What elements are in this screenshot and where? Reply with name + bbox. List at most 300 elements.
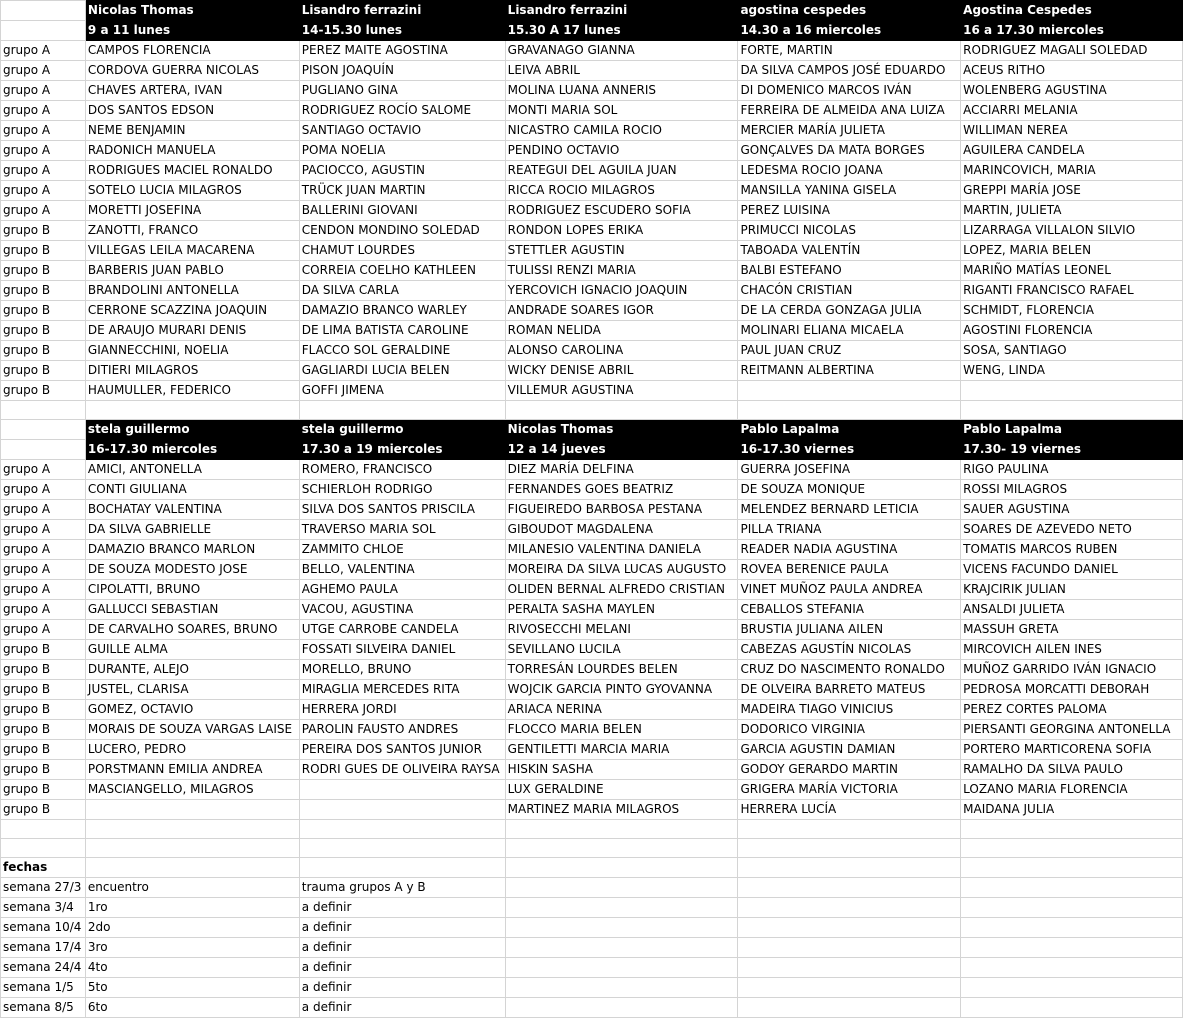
- student-name-cell[interactable]: LUCERO, PEDRO: [85, 740, 299, 760]
- empty-cell[interactable]: [961, 839, 1183, 858]
- empty-cell[interactable]: [85, 858, 299, 878]
- student-name-cell[interactable]: ANDRADE SOARES IGOR: [505, 301, 738, 321]
- group-label-cell[interactable]: grupo A: [1, 81, 86, 101]
- empty-cell[interactable]: [505, 938, 738, 958]
- student-name-cell[interactable]: PAUL JUAN CRUZ: [738, 341, 961, 361]
- student-name-cell[interactable]: MORAIS DE SOUZA VARGAS LAISE: [85, 720, 299, 740]
- student-name-cell[interactable]: PISON JOAQUÍN: [299, 61, 505, 81]
- student-name-cell[interactable]: MORETTI JOSEFINA: [85, 201, 299, 221]
- student-name-cell[interactable]: SCHMIDT, FLORENCIA: [961, 301, 1183, 321]
- student-name-cell[interactable]: PAROLIN FAUSTO ANDRES: [299, 720, 505, 740]
- student-name-cell[interactable]: DITIERI MILAGROS: [85, 361, 299, 381]
- student-name-cell[interactable]: DAMAZIO BRANCO WARLEY: [299, 301, 505, 321]
- student-name-cell[interactable]: PRIMUCCI NICOLAS: [738, 221, 961, 241]
- empty-cell[interactable]: [299, 839, 505, 858]
- student-name-cell[interactable]: FERREIRA DE ALMEIDA ANA LUIZA: [738, 101, 961, 121]
- student-name-cell[interactable]: PUGLIANO GINA: [299, 81, 505, 101]
- instructor-name-cell[interactable]: Pablo Lapalma: [961, 420, 1183, 440]
- session-topic-cell[interactable]: a definir: [299, 918, 505, 938]
- schedule-time-cell[interactable]: 16-17.30 viernes: [738, 440, 961, 460]
- student-name-cell[interactable]: DURANTE, ALEJO: [85, 660, 299, 680]
- student-name-cell[interactable]: DIEZ MARÍA DELFINA: [505, 460, 738, 480]
- instructor-name-cell[interactable]: agostina cespedes: [738, 1, 961, 21]
- student-name-cell[interactable]: [738, 381, 961, 401]
- empty-cell[interactable]: [505, 918, 738, 938]
- student-name-cell[interactable]: RICCA ROCIO MILAGROS: [505, 181, 738, 201]
- empty-cell[interactable]: [1, 21, 86, 41]
- empty-cell[interactable]: [1, 440, 86, 460]
- empty-cell[interactable]: [85, 839, 299, 858]
- session-topic-cell[interactable]: a definir: [299, 898, 505, 918]
- schedule-time-cell[interactable]: 16-17.30 miercoles: [85, 440, 299, 460]
- student-name-cell[interactable]: DODORICO VIRGINIA: [738, 720, 961, 740]
- student-name-cell[interactable]: ALONSO CAROLINA: [505, 341, 738, 361]
- student-name-cell[interactable]: SCHIERLOH RODRIGO: [299, 480, 505, 500]
- student-name-cell[interactable]: POMA NOELIA: [299, 141, 505, 161]
- empty-cell[interactable]: [505, 998, 738, 1018]
- student-name-cell[interactable]: ZAMMITO CHLOE: [299, 540, 505, 560]
- student-name-cell[interactable]: GALLUCCI SEBASTIAN: [85, 600, 299, 620]
- student-name-cell[interactable]: VINET MUÑOZ PAULA ANDREA: [738, 580, 961, 600]
- student-name-cell[interactable]: VACOU, AGUSTINA: [299, 600, 505, 620]
- student-name-cell[interactable]: WILLIMAN NEREA: [961, 121, 1183, 141]
- student-name-cell[interactable]: RIGANTI FRANCISCO RAFAEL: [961, 281, 1183, 301]
- group-label-cell[interactable]: grupo B: [1, 221, 86, 241]
- empty-cell[interactable]: [961, 938, 1183, 958]
- student-name-cell[interactable]: LEIVA ABRIL: [505, 61, 738, 81]
- group-label-cell[interactable]: grupo A: [1, 161, 86, 181]
- group-label-cell[interactable]: grupo A: [1, 500, 86, 520]
- student-name-cell[interactable]: DAMAZIO BRANCO MARLON: [85, 540, 299, 560]
- student-name-cell[interactable]: ROMERO, FRANCISCO: [299, 460, 505, 480]
- student-name-cell[interactable]: OLIDEN BERNAL ALFREDO CRISTIAN: [505, 580, 738, 600]
- student-name-cell[interactable]: FIGUEIREDO BARBOSA PESTANA: [505, 500, 738, 520]
- student-name-cell[interactable]: CORREIA COELHO KATHLEEN: [299, 261, 505, 281]
- student-name-cell[interactable]: GENTILETTI MARCIA MARIA: [505, 740, 738, 760]
- group-label-cell[interactable]: grupo B: [1, 760, 86, 780]
- student-name-cell[interactable]: PEREZ CORTES PALOMA: [961, 700, 1183, 720]
- empty-cell[interactable]: [505, 839, 738, 858]
- group-label-cell[interactable]: grupo B: [1, 680, 86, 700]
- student-name-cell[interactable]: RODRIGUEZ ROCÍO SALOME: [299, 101, 505, 121]
- empty-cell[interactable]: [961, 998, 1183, 1018]
- student-name-cell[interactable]: MOREIRA DA SILVA LUCAS AUGUSTO: [505, 560, 738, 580]
- student-name-cell[interactable]: DE SOUZA MODESTO JOSE: [85, 560, 299, 580]
- session-topic-cell[interactable]: a definir: [299, 978, 505, 998]
- student-name-cell[interactable]: MAIDANA JULIA: [961, 800, 1183, 820]
- student-name-cell[interactable]: MIRCOVICH AILEN INES: [961, 640, 1183, 660]
- empty-cell[interactable]: [1, 1, 86, 21]
- student-name-cell[interactable]: MARTINEZ MARIA MILAGROS: [505, 800, 738, 820]
- student-name-cell[interactable]: PEREIRA DOS SANTOS JUNIOR: [299, 740, 505, 760]
- student-name-cell[interactable]: GOFFI JIMENA: [299, 381, 505, 401]
- empty-cell[interactable]: [505, 978, 738, 998]
- week-label-cell[interactable]: semana 10/4: [1, 918, 86, 938]
- empty-cell[interactable]: [738, 918, 961, 938]
- empty-cell[interactable]: [961, 978, 1183, 998]
- student-name-cell[interactable]: PIERSANTI GEORGINA ANTONELLA: [961, 720, 1183, 740]
- group-label-cell[interactable]: grupo A: [1, 580, 86, 600]
- student-name-cell[interactable]: MADEIRA TIAGO VINICIUS: [738, 700, 961, 720]
- empty-cell[interactable]: [738, 820, 961, 839]
- student-name-cell[interactable]: CRUZ DO NASCIMENTO RONALDO: [738, 660, 961, 680]
- student-name-cell[interactable]: TRAVERSO MARIA SOL: [299, 520, 505, 540]
- student-name-cell[interactable]: DA SILVA CAMPOS JOSÉ EDUARDO: [738, 61, 961, 81]
- student-name-cell[interactable]: TULISSI RENZI MARIA: [505, 261, 738, 281]
- student-name-cell[interactable]: SILVA DOS SANTOS PRISCILA: [299, 500, 505, 520]
- student-name-cell[interactable]: RADONICH MANUELA: [85, 141, 299, 161]
- student-name-cell[interactable]: MORELLO, BRUNO: [299, 660, 505, 680]
- empty-cell[interactable]: [505, 898, 738, 918]
- student-name-cell[interactable]: YERCOVICH IGNACIO JOAQUIN: [505, 281, 738, 301]
- student-name-cell[interactable]: CERRONE SCAZZINA JOAQUIN: [85, 301, 299, 321]
- student-name-cell[interactable]: PEREZ LUISINA: [738, 201, 961, 221]
- empty-cell[interactable]: [505, 401, 738, 420]
- student-name-cell[interactable]: MASSUH GRETA: [961, 620, 1183, 640]
- student-name-cell[interactable]: GAGLIARDI LUCIA BELEN: [299, 361, 505, 381]
- student-name-cell[interactable]: MOLINA LUANA ANNERIS: [505, 81, 738, 101]
- student-name-cell[interactable]: HAUMULLER, FEDERICO: [85, 381, 299, 401]
- group-label-cell[interactable]: grupo B: [1, 241, 86, 261]
- student-name-cell[interactable]: GUILLE ALMA: [85, 640, 299, 660]
- student-name-cell[interactable]: DA SILVA GABRIELLE: [85, 520, 299, 540]
- student-name-cell[interactable]: [299, 800, 505, 820]
- empty-cell[interactable]: [738, 839, 961, 858]
- empty-cell[interactable]: [738, 958, 961, 978]
- student-name-cell[interactable]: READER NADIA AGUSTINA: [738, 540, 961, 560]
- empty-cell[interactable]: [85, 820, 299, 839]
- group-label-cell[interactable]: grupo B: [1, 740, 86, 760]
- student-name-cell[interactable]: RODRIGUES MACIEL RONALDO: [85, 161, 299, 181]
- empty-cell[interactable]: [961, 878, 1183, 898]
- student-name-cell[interactable]: DI DOMENICO MARCOS IVÁN: [738, 81, 961, 101]
- instructor-name-cell[interactable]: Nicolas Thomas: [505, 420, 738, 440]
- student-name-cell[interactable]: [85, 800, 299, 820]
- student-name-cell[interactable]: BRANDOLINI ANTONELLA: [85, 281, 299, 301]
- student-name-cell[interactable]: PORSTMANN EMILIA ANDREA: [85, 760, 299, 780]
- student-name-cell[interactable]: JUSTEL, CLARISA: [85, 680, 299, 700]
- session-label-cell[interactable]: encuentro: [85, 878, 299, 898]
- empty-cell[interactable]: [738, 938, 961, 958]
- schedule-time-cell[interactable]: 16 a 17.30 miercoles: [961, 21, 1183, 41]
- student-name-cell[interactable]: RODRI GUES DE OLIVEIRA RAYSA: [299, 760, 505, 780]
- student-name-cell[interactable]: DOS SANTOS EDSON: [85, 101, 299, 121]
- week-label-cell[interactable]: semana 8/5: [1, 998, 86, 1018]
- instructor-name-cell[interactable]: Nicolas Thomas: [85, 1, 299, 21]
- empty-cell[interactable]: [961, 820, 1183, 839]
- group-label-cell[interactable]: grupo A: [1, 540, 86, 560]
- group-label-cell[interactable]: grupo A: [1, 141, 86, 161]
- group-label-cell[interactable]: grupo A: [1, 61, 86, 81]
- student-name-cell[interactable]: CABEZAS AGUSTÍN NICOLAS: [738, 640, 961, 660]
- student-name-cell[interactable]: AMICI, ANTONELLA: [85, 460, 299, 480]
- student-name-cell[interactable]: ROMAN NELIDA: [505, 321, 738, 341]
- student-name-cell[interactable]: MANSILLA YANINA GISELA: [738, 181, 961, 201]
- schedule-time-cell[interactable]: 14.30 a 16 miercoles: [738, 21, 961, 41]
- session-label-cell[interactable]: 3ro: [85, 938, 299, 958]
- instructor-name-cell[interactable]: stela guillermo: [85, 420, 299, 440]
- student-name-cell[interactable]: DE SOUZA MONIQUE: [738, 480, 961, 500]
- student-name-cell[interactable]: DE CARVALHO SOARES, BRUNO: [85, 620, 299, 640]
- empty-cell[interactable]: [505, 858, 738, 878]
- student-name-cell[interactable]: DE LA CERDA GONZAGA JULIA: [738, 301, 961, 321]
- empty-cell[interactable]: [299, 858, 505, 878]
- student-name-cell[interactable]: HERRERA LUCÍA: [738, 800, 961, 820]
- student-name-cell[interactable]: RAMALHO DA SILVA PAULO: [961, 760, 1183, 780]
- student-name-cell[interactable]: RONDON LOPES ERIKA: [505, 221, 738, 241]
- empty-cell[interactable]: [1, 401, 86, 420]
- week-label-cell[interactable]: semana 1/5: [1, 978, 86, 998]
- student-name-cell[interactable]: CEBALLOS STEFANIA: [738, 600, 961, 620]
- session-label-cell[interactable]: 6to: [85, 998, 299, 1018]
- student-name-cell[interactable]: WICKY DENISE ABRIL: [505, 361, 738, 381]
- student-name-cell[interactable]: BARBERIS JUAN PABLO: [85, 261, 299, 281]
- student-name-cell[interactable]: MARINCOVICH, MARIA: [961, 161, 1183, 181]
- student-name-cell[interactable]: MELENDEZ BERNARD LETICIA: [738, 500, 961, 520]
- empty-cell[interactable]: [738, 978, 961, 998]
- student-name-cell[interactable]: SAUER AGUSTINA: [961, 500, 1183, 520]
- instructor-name-cell[interactable]: Pablo Lapalma: [738, 420, 961, 440]
- student-name-cell[interactable]: GIBOUDOT MAGDALENA: [505, 520, 738, 540]
- empty-cell[interactable]: [738, 401, 961, 420]
- student-name-cell[interactable]: SOTELO LUCIA MILAGROS: [85, 181, 299, 201]
- empty-cell[interactable]: [961, 958, 1183, 978]
- group-label-cell[interactable]: grupo B: [1, 800, 86, 820]
- instructor-name-cell[interactable]: stela guillermo: [299, 420, 505, 440]
- student-name-cell[interactable]: DE ARAUJO MURARI DENIS: [85, 321, 299, 341]
- group-label-cell[interactable]: grupo A: [1, 460, 86, 480]
- student-name-cell[interactable]: WENG, LINDA: [961, 361, 1183, 381]
- student-name-cell[interactable]: DE LIMA BATISTA CAROLINE: [299, 321, 505, 341]
- student-name-cell[interactable]: ANSALDI JULIETA: [961, 600, 1183, 620]
- student-name-cell[interactable]: CIPOLATTI, BRUNO: [85, 580, 299, 600]
- student-name-cell[interactable]: REITMANN ALBERTINA: [738, 361, 961, 381]
- empty-cell[interactable]: [961, 858, 1183, 878]
- instructor-name-cell[interactable]: Lisandro ferrazini: [299, 1, 505, 21]
- student-name-cell[interactable]: FOSSATI SILVEIRA DANIEL: [299, 640, 505, 660]
- session-label-cell[interactable]: 5to: [85, 978, 299, 998]
- empty-cell[interactable]: [299, 820, 505, 839]
- group-label-cell[interactable]: grupo B: [1, 381, 86, 401]
- student-name-cell[interactable]: CHACÓN CRISTIAN: [738, 281, 961, 301]
- student-name-cell[interactable]: PILLA TRIANA: [738, 520, 961, 540]
- group-label-cell[interactable]: grupo A: [1, 600, 86, 620]
- session-topic-cell[interactable]: trauma grupos A y B: [299, 878, 505, 898]
- empty-cell[interactable]: [961, 898, 1183, 918]
- student-name-cell[interactable]: NEME BENJAMIN: [85, 121, 299, 141]
- student-name-cell[interactable]: HERRERA JORDI: [299, 700, 505, 720]
- group-label-cell[interactable]: grupo A: [1, 520, 86, 540]
- student-name-cell[interactable]: STETTLER AGUSTIN: [505, 241, 738, 261]
- empty-cell[interactable]: [738, 998, 961, 1018]
- student-name-cell[interactable]: GUERRA JOSEFINA: [738, 460, 961, 480]
- empty-cell[interactable]: [299, 401, 505, 420]
- student-name-cell[interactable]: FLOCCO MARIA BELEN: [505, 720, 738, 740]
- student-name-cell[interactable]: PERALTA SASHA MAYLEN: [505, 600, 738, 620]
- group-label-cell[interactable]: grupo B: [1, 261, 86, 281]
- student-name-cell[interactable]: MILANESIO VALENTINA DANIELA: [505, 540, 738, 560]
- student-name-cell[interactable]: VILLEMUR AGUSTINA: [505, 381, 738, 401]
- empty-cell[interactable]: [505, 878, 738, 898]
- student-name-cell[interactable]: ZANOTTI, FRANCO: [85, 221, 299, 241]
- schedule-time-cell[interactable]: 9 a 11 lunes: [85, 21, 299, 41]
- group-label-cell[interactable]: grupo A: [1, 41, 86, 61]
- student-name-cell[interactable]: VILLEGAS LEILA MACARENA: [85, 241, 299, 261]
- student-name-cell[interactable]: REATEGUI DEL AGUILA JUAN: [505, 161, 738, 181]
- empty-cell[interactable]: [1, 839, 86, 858]
- session-topic-cell[interactable]: a definir: [299, 958, 505, 978]
- group-label-cell[interactable]: grupo B: [1, 720, 86, 740]
- student-name-cell[interactable]: RODRIGUEZ ESCUDERO SOFIA: [505, 201, 738, 221]
- group-label-cell[interactable]: grupo A: [1, 181, 86, 201]
- group-label-cell[interactable]: grupo B: [1, 321, 86, 341]
- session-label-cell[interactable]: 1ro: [85, 898, 299, 918]
- group-label-cell[interactable]: grupo B: [1, 640, 86, 660]
- schedule-time-cell[interactable]: 14-15.30 lunes: [299, 21, 505, 41]
- student-name-cell[interactable]: MASCIANGELLO, MILAGROS: [85, 780, 299, 800]
- group-label-cell[interactable]: grupo B: [1, 281, 86, 301]
- student-name-cell[interactable]: LOPEZ, MARIA BELEN: [961, 241, 1183, 261]
- student-name-cell[interactable]: GARCIA AGUSTIN DAMIAN: [738, 740, 961, 760]
- student-name-cell[interactable]: [961, 381, 1183, 401]
- group-label-cell[interactable]: grupo B: [1, 341, 86, 361]
- empty-cell[interactable]: [1, 820, 86, 839]
- student-name-cell[interactable]: WOJCIK GARCIA PINTO GYOVANNA: [505, 680, 738, 700]
- student-name-cell[interactable]: SEVILLANO LUCILA: [505, 640, 738, 660]
- student-name-cell[interactable]: [299, 780, 505, 800]
- group-label-cell[interactable]: grupo B: [1, 301, 86, 321]
- group-label-cell[interactable]: grupo B: [1, 700, 86, 720]
- fechas-title-cell[interactable]: fechas: [1, 858, 86, 878]
- student-name-cell[interactable]: HISKIN SASHA: [505, 760, 738, 780]
- student-name-cell[interactable]: LOZANO MARIA FLORENCIA: [961, 780, 1183, 800]
- student-name-cell[interactable]: PORTERO MARTICORENA SOFIA: [961, 740, 1183, 760]
- empty-cell[interactable]: [738, 858, 961, 878]
- student-name-cell[interactable]: LUX GERALDINE: [505, 780, 738, 800]
- student-name-cell[interactable]: TRÜCK JUAN MARTIN: [299, 181, 505, 201]
- session-topic-cell[interactable]: a definir: [299, 998, 505, 1018]
- instructor-name-cell[interactable]: Lisandro ferrazini: [505, 1, 738, 21]
- empty-cell[interactable]: [738, 878, 961, 898]
- student-name-cell[interactable]: CAMPOS FLORENCIA: [85, 41, 299, 61]
- week-label-cell[interactable]: semana 17/4: [1, 938, 86, 958]
- empty-cell[interactable]: [961, 401, 1183, 420]
- student-name-cell[interactable]: PEDROSA MORCATTI DEBORAH: [961, 680, 1183, 700]
- student-name-cell[interactable]: MARTIN, JULIETA: [961, 201, 1183, 221]
- empty-cell[interactable]: [85, 401, 299, 420]
- group-label-cell[interactable]: grupo A: [1, 480, 86, 500]
- instructor-name-cell[interactable]: Agostina Cespedes: [961, 1, 1183, 21]
- student-name-cell[interactable]: RIVOSECCHI MELANI: [505, 620, 738, 640]
- student-name-cell[interactable]: GREPPI MARÍA JOSE: [961, 181, 1183, 201]
- student-name-cell[interactable]: PACIOCCO, AGUSTIN: [299, 161, 505, 181]
- student-name-cell[interactable]: ACCIARRI MELANIA: [961, 101, 1183, 121]
- student-name-cell[interactable]: LEDESMA ROCIO JOANA: [738, 161, 961, 181]
- empty-cell[interactable]: [1, 420, 86, 440]
- student-name-cell[interactable]: DA SILVA CARLA: [299, 281, 505, 301]
- student-name-cell[interactable]: CORDOVA GUERRA NICOLAS: [85, 61, 299, 81]
- student-name-cell[interactable]: GRAVANAGO GIANNA: [505, 41, 738, 61]
- student-name-cell[interactable]: PEREZ MAITE AGOSTINA: [299, 41, 505, 61]
- student-name-cell[interactable]: SOARES DE AZEVEDO NETO: [961, 520, 1183, 540]
- student-name-cell[interactable]: BELLO, VALENTINA: [299, 560, 505, 580]
- group-label-cell[interactable]: grupo A: [1, 560, 86, 580]
- student-name-cell[interactable]: GODOY GERARDO MARTIN: [738, 760, 961, 780]
- session-label-cell[interactable]: 2do: [85, 918, 299, 938]
- group-label-cell[interactable]: grupo B: [1, 780, 86, 800]
- student-name-cell[interactable]: SANTIAGO OCTAVIO: [299, 121, 505, 141]
- student-name-cell[interactable]: FORTE, MARTIN: [738, 41, 961, 61]
- student-name-cell[interactable]: GRIGERA MARÍA VICTORIA: [738, 780, 961, 800]
- week-label-cell[interactable]: semana 3/4: [1, 898, 86, 918]
- group-label-cell[interactable]: grupo A: [1, 620, 86, 640]
- student-name-cell[interactable]: RIGO PAULINA: [961, 460, 1183, 480]
- student-name-cell[interactable]: KRAJCIRIK JULIAN: [961, 580, 1183, 600]
- student-name-cell[interactable]: PENDINO OCTAVIO: [505, 141, 738, 161]
- student-name-cell[interactable]: WOLENBERG AGUSTINA: [961, 81, 1183, 101]
- student-name-cell[interactable]: MARIÑO MATÍAS LEONEL: [961, 261, 1183, 281]
- student-name-cell[interactable]: BRUSTIA JULIANA AILEN: [738, 620, 961, 640]
- session-label-cell[interactable]: 4to: [85, 958, 299, 978]
- schedule-time-cell[interactable]: 17.30 a 19 miercoles: [299, 440, 505, 460]
- student-name-cell[interactable]: FERNANDES GOES BEATRIZ: [505, 480, 738, 500]
- student-name-cell[interactable]: MERCIER MARÍA JULIETA: [738, 121, 961, 141]
- student-name-cell[interactable]: ACEUS RITHO: [961, 61, 1183, 81]
- student-name-cell[interactable]: BOCHATAY VALENTINA: [85, 500, 299, 520]
- student-name-cell[interactable]: CONTI GIULIANA: [85, 480, 299, 500]
- student-name-cell[interactable]: ARIACA NERINA: [505, 700, 738, 720]
- student-name-cell[interactable]: AGOSTINI FLORENCIA: [961, 321, 1183, 341]
- group-label-cell[interactable]: grupo B: [1, 361, 86, 381]
- schedule-time-cell[interactable]: 12 a 14 jueves: [505, 440, 738, 460]
- student-name-cell[interactable]: ROVEA BERENICE PAULA: [738, 560, 961, 580]
- group-label-cell[interactable]: grupo A: [1, 121, 86, 141]
- student-name-cell[interactable]: MUÑOZ GARRIDO IVÁN IGNACIO: [961, 660, 1183, 680]
- student-name-cell[interactable]: NICASTRO CAMILA ROCIO: [505, 121, 738, 141]
- student-name-cell[interactable]: LIZARRAGA VILLALON SILVIO: [961, 221, 1183, 241]
- week-label-cell[interactable]: semana 24/4: [1, 958, 86, 978]
- week-label-cell[interactable]: semana 27/3: [1, 878, 86, 898]
- student-name-cell[interactable]: VICENS FACUNDO DANIEL: [961, 560, 1183, 580]
- schedule-time-cell[interactable]: 15.30 A 17 lunes: [505, 21, 738, 41]
- student-name-cell[interactable]: GIANNECCHINI, NOELIA: [85, 341, 299, 361]
- student-name-cell[interactable]: DE OLVEIRA BARRETO MATEUS: [738, 680, 961, 700]
- student-name-cell[interactable]: TABOADA VALENTÍN: [738, 241, 961, 261]
- group-label-cell[interactable]: grupo B: [1, 660, 86, 680]
- student-name-cell[interactable]: BALBI ESTEFANO: [738, 261, 961, 281]
- student-name-cell[interactable]: MONTI MARIA SOL: [505, 101, 738, 121]
- group-label-cell[interactable]: grupo A: [1, 201, 86, 221]
- student-name-cell[interactable]: UTGE CARROBE CANDELA: [299, 620, 505, 640]
- group-label-cell[interactable]: grupo A: [1, 101, 86, 121]
- empty-cell[interactable]: [961, 918, 1183, 938]
- student-name-cell[interactable]: CENDON MONDINO SOLEDAD: [299, 221, 505, 241]
- student-name-cell[interactable]: RODRIGUEZ MAGALI SOLEDAD: [961, 41, 1183, 61]
- student-name-cell[interactable]: TORRESÁN LOURDES BELEN: [505, 660, 738, 680]
- session-topic-cell[interactable]: a definir: [299, 938, 505, 958]
- student-name-cell[interactable]: BALLERINI GIOVANI: [299, 201, 505, 221]
- student-name-cell[interactable]: MIRAGLIA MERCEDES RITA: [299, 680, 505, 700]
- student-name-cell[interactable]: ROSSI MILAGROS: [961, 480, 1183, 500]
- empty-cell[interactable]: [738, 898, 961, 918]
- empty-cell[interactable]: [505, 820, 738, 839]
- student-name-cell[interactable]: SOSA, SANTIAGO: [961, 341, 1183, 361]
- student-name-cell[interactable]: AGHEMO PAULA: [299, 580, 505, 600]
- empty-cell[interactable]: [505, 958, 738, 978]
- student-name-cell[interactable]: FLACCO SOL GERALDINE: [299, 341, 505, 361]
- student-name-cell[interactable]: TOMATIS MARCOS RUBEN: [961, 540, 1183, 560]
- student-name-cell[interactable]: GONÇALVES DA MATA BORGES: [738, 141, 961, 161]
